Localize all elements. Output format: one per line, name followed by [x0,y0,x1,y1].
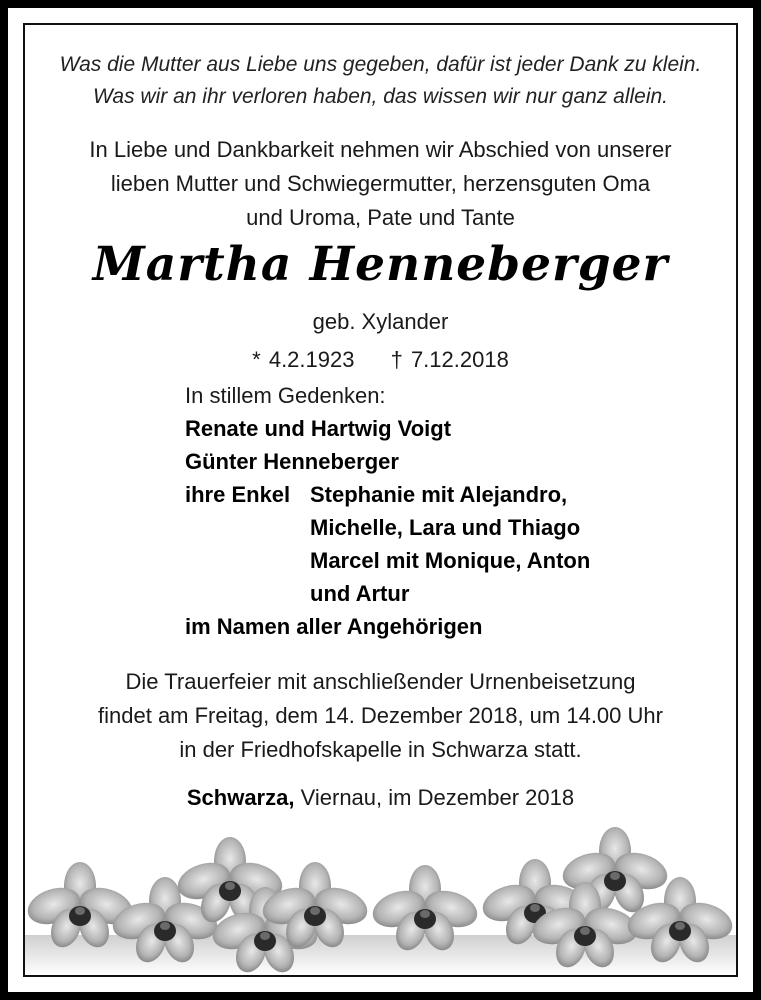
mourner-line-1: Renate und Hartwig Voigt [185,416,452,441]
intro-line-2: lieben Mutter und Schwiegermutter, herzensguten Oma [110,171,651,196]
mourners-block [185,379,590,643]
funeral-line-2: findet am Freitag, dem 14. Dezember 2018, um 14.00 Uhr [98,703,663,728]
birth-date: * 4.2.1923 [252,347,355,372]
place-date [25,785,736,811]
grandchildren-line-3: Marcel mit Monique, Anton [310,548,591,573]
mourners-closing: im Namen aller Angehörigen [185,614,483,639]
motto-line-2: Was wir an ihr verloren haben, das wissen wir nur ganz allein. [92,85,669,108]
grandchildren-label: ihre Enkel [185,482,291,507]
intro-line-3: und Uroma, Pate und Tante [246,205,515,230]
life-dates [25,347,736,373]
birth-name: geb. Xylander [312,309,449,334]
funeral-info [25,665,736,767]
grandchildren-line-2: Michelle, Lara und Thiago [310,515,581,540]
intro-text [25,133,736,235]
notice-frame [8,8,753,992]
orchid-flowers-image [25,815,736,975]
funeral-line-1: Die Trauerfeier mit anschließender Urnenbeisetzung [125,669,636,694]
motto [25,49,736,113]
deceased-name: Martha Henneberger [92,237,669,292]
mourner-line-2: Günter Henneberger [185,449,399,474]
place-date-rest: Viernau, im Dezember 2018 [300,785,575,810]
notice-inner-border [23,23,738,977]
motto-line-1: Was die Mutter aus Liebe uns gegeben, dafür ist jeder Dank zu klein. [59,53,702,76]
death-date: † 7.12.2018 [390,347,509,372]
place-town: Schwarza, [186,785,295,810]
intro-line-1: In Liebe und Dankbarkeit nehmen wir Abschied von unserer [89,137,672,162]
grandchildren-line-4: und Artur [310,581,410,606]
mourners-heading: In stillem Gedenken: [185,383,386,408]
grandchildren-row [185,478,590,511]
funeral-line-3: in der Friedhofskapelle in Schwarza statt. [179,737,582,762]
grandchildren-line-1: Stephanie mit Alejandro, [310,482,568,507]
